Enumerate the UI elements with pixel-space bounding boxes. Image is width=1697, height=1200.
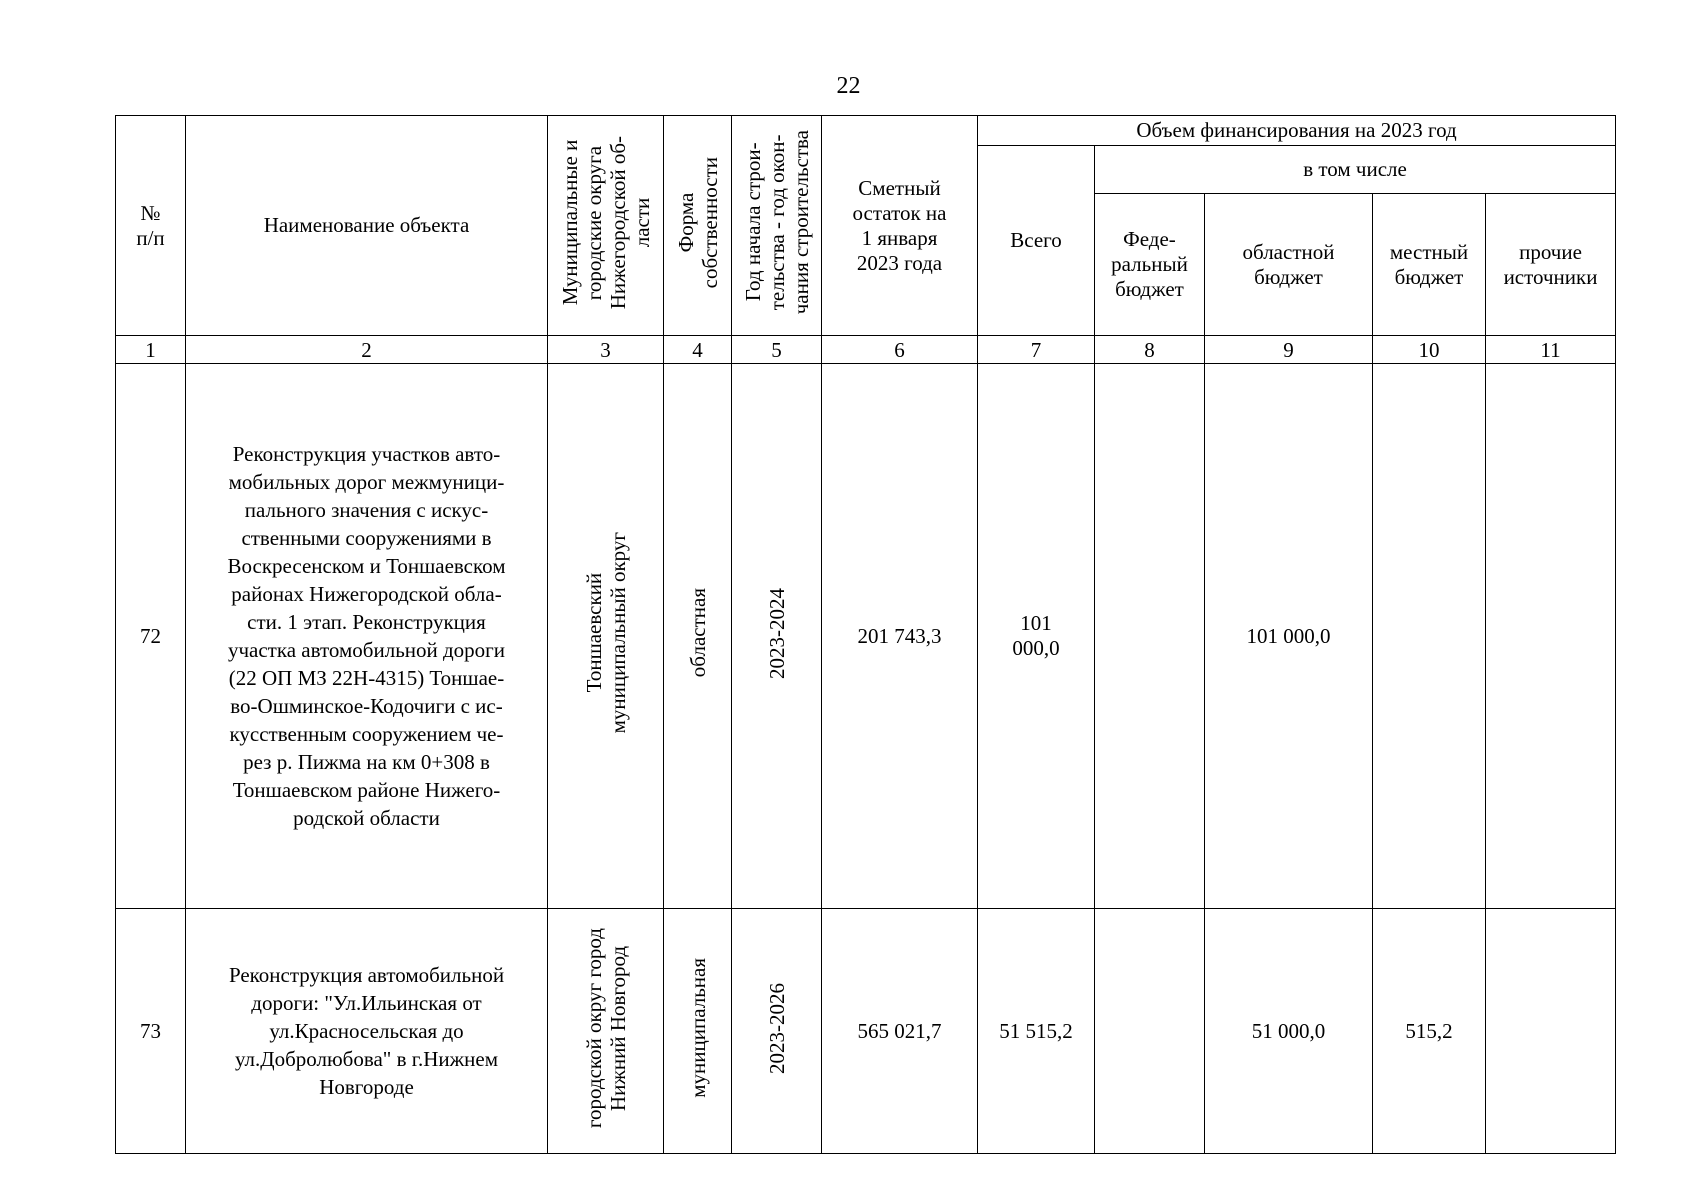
column-numbers-row (116, 336, 1616, 364)
header-regional: областной бюджет (1205, 194, 1373, 336)
header-other: прочие источники (1486, 194, 1616, 336)
row-municipality-text: городской округ город Нижний Новгород (581, 927, 630, 1129)
header-including: в том числе (1095, 146, 1616, 194)
header-remainder: Сметный остаток на 1 января 2023 года (822, 116, 978, 336)
table-row (116, 909, 1616, 1154)
row-ownership-text: областная (685, 588, 710, 678)
header-ownership-text: Форма собственности (673, 156, 722, 289)
row-federal (1095, 909, 1205, 1154)
row-remainder: 565 021,7 (822, 909, 978, 1154)
row-other (1486, 364, 1616, 909)
row-municipality-text: Тоншаевский муниципальный округ (581, 532, 630, 734)
row-municipality (548, 364, 664, 909)
column-number: 3 (548, 336, 664, 364)
row-regional: 101 000,0 (1205, 364, 1373, 909)
financing-table (115, 115, 1616, 1154)
header-federal: Феде- ральный бюджет (1095, 194, 1205, 336)
column-number: 11 (1486, 336, 1616, 364)
column-number: 5 (732, 336, 822, 364)
column-number: 1 (116, 336, 186, 364)
row-num: 73 (116, 909, 186, 1154)
header-name: Наименование объекта (186, 116, 548, 336)
row-years (732, 364, 822, 909)
header-funding: Объем финансирования на 2023 год (978, 116, 1616, 146)
row-num: 72 (116, 364, 186, 909)
column-number: 2 (186, 336, 548, 364)
row-years (732, 909, 822, 1154)
header-num: № п/п (116, 116, 186, 336)
row-other (1486, 909, 1616, 1154)
column-number: 6 (822, 336, 978, 364)
column-number: 7 (978, 336, 1095, 364)
table-row (116, 364, 1616, 909)
row-municipality (548, 909, 664, 1154)
row-total: 51 515,2 (978, 909, 1095, 1154)
column-number: 8 (1095, 336, 1205, 364)
column-number: 10 (1373, 336, 1486, 364)
row-regional: 51 000,0 (1205, 909, 1373, 1154)
header-years-text: Год начала строи- тельства - год окон- чания строительства (740, 130, 813, 315)
column-number: 4 (664, 336, 732, 364)
row-total: 101 000,0 (978, 364, 1095, 909)
header-municipality (548, 116, 664, 336)
header-years (732, 116, 822, 336)
row-federal (1095, 364, 1205, 909)
row-local (1373, 364, 1486, 909)
header-municipality-text: Муниципальные и городские округа Нижегородской об- ласти (557, 135, 654, 310)
header-total: Всего (978, 146, 1095, 336)
row-years-text: 2023-2026 (764, 982, 789, 1074)
header-ownership (664, 116, 732, 336)
page-number: 22 (836, 73, 861, 99)
column-number: 9 (1205, 336, 1373, 364)
header-local: местный бюджет (1373, 194, 1486, 336)
row-years-text: 2023-2024 (764, 587, 789, 679)
row-ownership (664, 909, 732, 1154)
row-local: 515,2 (1373, 909, 1486, 1154)
row-remainder: 201 743,3 (822, 364, 978, 909)
row-ownership (664, 364, 732, 909)
row-name: Реконструкция автомобильной дороги: "Ул.Ильинская от ул.Красносельская до ул.Добролюбова" в г.Нижнем Новгороде (186, 909, 548, 1154)
row-name: Реконструкция участков авто- мобильных дорог межмуници- пального значения с искус- ственными сооружениями в Воскресенском и Тоншаевском районах Нижегородской обла- сти. 1 этап. Реконструкция участка автомобильной дороги (22 ОП МЗ 22Н-4315) Тоншае- во-Ошминское-Кодочиги с ис- кусственным сооружением че- рез р. Пижма на км 0+308 в Тоншаевском районе Нижего- родской области (186, 364, 548, 909)
row-ownership-text: муниципальная (685, 958, 710, 1098)
